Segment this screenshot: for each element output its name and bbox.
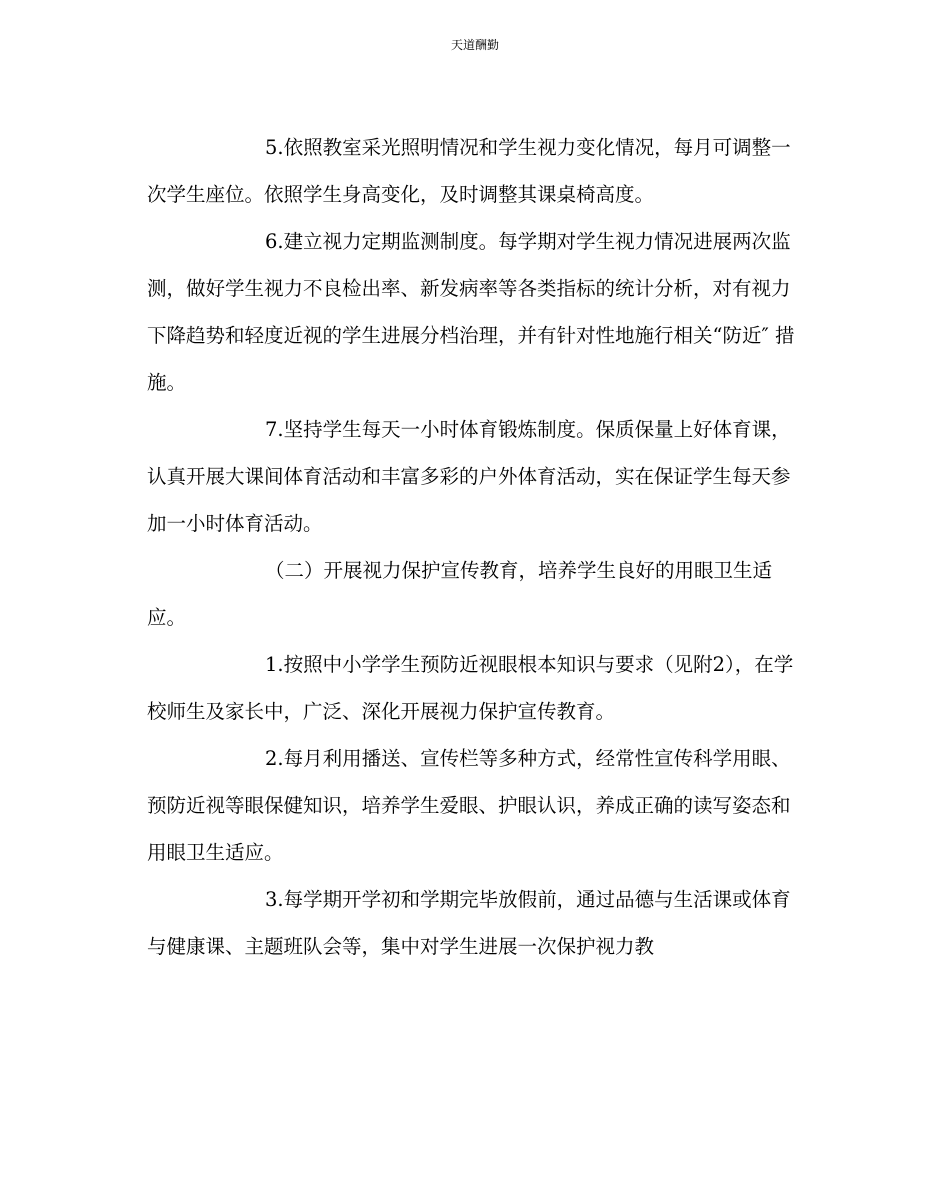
paragraph-item-3: 3.每学期开学初和学期完毕放假前，通过品德与生活课或体育与健康课、主题班队会等，集中对学生进展一次保护视力教 [147, 888, 791, 958]
page-header: 天道酬勤 [450, 38, 499, 52]
document-body [147, 124, 805, 970]
paragraph-item-2: 2.每月利用播送、宣传栏等多种方式，经常性宣传科学用眼、预防近视等眼保健知识，培养学生爱眼、护眼认识，养成正确的读写姿态和用眼卫生适应。 [147, 747, 791, 864]
section-heading-2: （二）开展视力保护宣传教育，培养学生良好的用眼卫生适应。 [147, 559, 773, 629]
paragraph-item-1: 1.按照中小学学生预防近视眼根本知识与要求（见附2），在学校师生及家长中，广泛、深化开展视力保护宣传教育。 [147, 653, 794, 723]
paragraph-item-5: 5.依照教室采光照明情况和学生视力变化情况，每月可调整一次学生座位。依照学生身高变化，及时调整其课桌椅高度。 [147, 136, 791, 206]
paragraph-item-6: 6.建立视力定期监测制度。每学期对学生视力情况进展两次监测，做好学生视力不良检出率、新发病率等各类指标的统计分析，对有视力下降趋势和轻度近视的学生进展分档治理，并有针对性地施行相关“防近″ 措施。 [147, 230, 795, 394]
paragraph-item-7: 7.坚持学生每天一小时体育锻炼制度。保质保量上好体育课，认真开展大课间体育活动和丰富多彩的户外体育活动，实在保证学生每天参加一小时体育活动。 [147, 418, 791, 535]
